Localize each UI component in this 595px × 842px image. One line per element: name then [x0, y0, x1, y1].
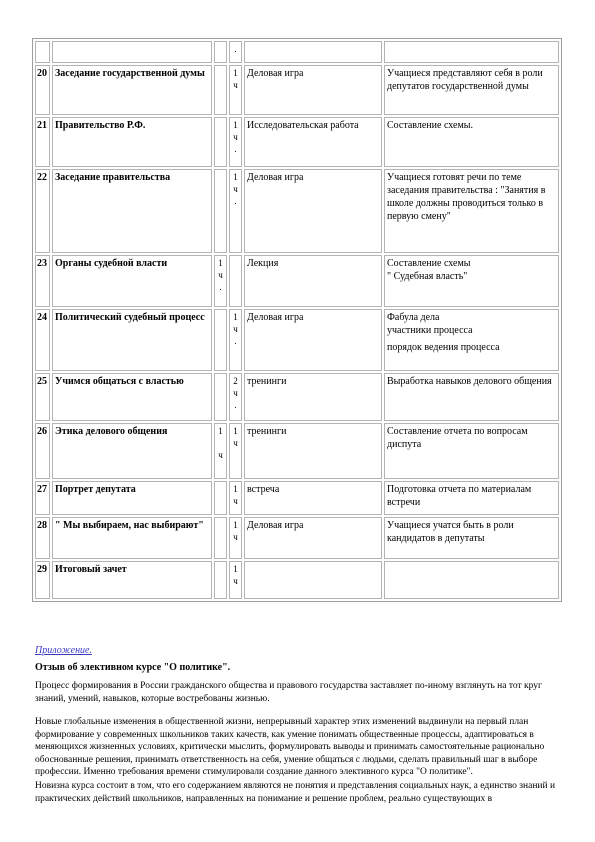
hours-theory	[214, 117, 227, 167]
lesson-topic: Органы судебной власти	[52, 255, 212, 307]
result-line: Составление схемы	[387, 258, 471, 269]
activity-form: Деловая игра	[244, 517, 382, 559]
hours-practice	[229, 41, 242, 63]
hours-line: ч	[218, 270, 223, 280]
hours-line: ч	[233, 388, 238, 398]
hours-line: 1	[233, 520, 238, 530]
lesson-topic: Заседание правительства	[52, 169, 212, 253]
expected-result	[384, 255, 559, 307]
hours-theory	[214, 561, 227, 599]
lesson-number: 26	[35, 423, 50, 479]
review-paragraph-2: Новые глобальные изменения в общественной жизни, непрерывный характер этих изменений выдвинули на первый план формирование у современных школьников таких качеств, как умение понимать общественные процессы, адаптироваться в меняющихся жизненных условиях, критически мыслить, формулировать выводы и принимать самостоятельные рационально обоснованные решения, принимать ответственность на себя, умение общаться с людьми, сделать правильный шаг в выборе профессии. Именно требования времени стимулировали создание данного элективного курса "О политике".	[35, 717, 545, 777]
hours-practice	[229, 65, 242, 115]
hours-practice	[229, 169, 242, 253]
table-row	[35, 423, 559, 479]
hours-theory	[214, 169, 227, 253]
table-row	[35, 255, 559, 307]
hours-line: ч	[233, 132, 238, 142]
lesson-number: 23	[35, 255, 50, 307]
expected-result	[384, 309, 559, 371]
result-line: Учащиеся представляют себя в роли депутатов государственной думы	[387, 68, 543, 92]
lesson-topic: Правительство Р.Ф.	[52, 117, 212, 167]
hours-line: .	[234, 196, 237, 206]
result-line: Выработка навыков делового общения	[387, 376, 552, 387]
hours-theory	[214, 255, 227, 307]
hours-practice	[229, 561, 242, 599]
lesson-topic: " Мы выбираем, нас выбирают"	[52, 517, 212, 559]
hours-theory	[214, 41, 227, 63]
hours-line: 1	[233, 120, 238, 130]
hours-practice	[229, 423, 242, 479]
table-row	[35, 373, 559, 421]
hours-line: ч	[233, 80, 238, 90]
lesson-number: 24	[35, 309, 50, 371]
lesson-topic	[52, 41, 212, 63]
hours-practice	[229, 373, 242, 421]
expected-result	[384, 65, 559, 115]
result-line: Учащиеся учатся быть в роли кандидатов в депутаты	[387, 520, 514, 544]
hours-theory	[214, 373, 227, 421]
hours-line: 1	[233, 426, 238, 436]
hours-line: 1	[233, 564, 238, 574]
lesson-topic: Заседание государственной думы	[52, 65, 212, 115]
table-row	[35, 169, 559, 253]
result-line: Учащиеся готовят речи по теме заседания правительства : "Занятия в школе должны проводиться только в первую смену"	[387, 172, 546, 222]
result-line: " Судебная власть"	[387, 271, 468, 282]
activity-form: Исследовательская работа	[244, 117, 382, 167]
lesson-number: 29	[35, 561, 50, 599]
table-row	[35, 309, 559, 371]
hours-line: ч	[233, 184, 238, 194]
lesson-number: 25	[35, 373, 50, 421]
expected-result	[384, 423, 559, 479]
lesson-topic: Политический судебный процесс	[52, 309, 212, 371]
expected-result	[384, 517, 559, 559]
table-row	[35, 117, 559, 167]
hours-line: ч	[233, 324, 238, 334]
lesson-topic: Этика делового общения	[52, 423, 212, 479]
hours-line: ч	[233, 496, 238, 506]
hours-line: 1	[233, 312, 238, 322]
lesson-number: 28	[35, 517, 50, 559]
result-line: Составление отчета по вопросам диспута	[387, 426, 528, 450]
activity-form: Лекция	[244, 255, 382, 307]
hours-theory	[214, 481, 227, 515]
hours-line: .	[234, 336, 237, 346]
activity-form	[244, 561, 382, 599]
table-row	[35, 481, 559, 515]
hours-practice	[229, 517, 242, 559]
expected-result	[384, 561, 559, 599]
hours-theory	[214, 517, 227, 559]
lesson-topic: Учимся общаться с властью	[52, 373, 212, 421]
activity-form: тренинги	[244, 423, 382, 479]
hours-line: .	[219, 282, 222, 292]
hours-line: ч	[233, 438, 238, 448]
activity-form: Деловая игра	[244, 65, 382, 115]
hours-practice	[229, 255, 242, 307]
hours-line: 1	[233, 172, 238, 182]
activity-form: встреча	[244, 481, 382, 515]
activity-form: Деловая игра	[244, 169, 382, 253]
hours-line: 1	[218, 258, 223, 268]
hours-line: 1	[218, 426, 223, 436]
activity-form: тренинги	[244, 373, 382, 421]
lesson-topic: Портрет депутата	[52, 481, 212, 515]
table-row	[35, 517, 559, 559]
lesson-number: 27	[35, 481, 50, 515]
table-row	[35, 41, 559, 63]
lesson-topic: Итоговый зачет	[52, 561, 212, 599]
activity-form: Деловая игра	[244, 309, 382, 371]
appendix-link[interactable]: Приложение.	[35, 645, 92, 656]
review-paragraph-3: Новизна курса состоит в том, что его содержанием являются не понятия и представления социальных наук, а единство знаний и практических действий школьников, направленных на понимание и решение проблем, реально существующих в	[35, 781, 556, 804]
lesson-number: 21	[35, 117, 50, 167]
hours-line: .	[234, 144, 237, 154]
expected-result	[384, 41, 559, 63]
hours-practice	[229, 481, 242, 515]
lesson-number: 20	[35, 65, 50, 115]
hours-line: 1	[233, 484, 238, 494]
result-line: Подготовка отчета по материалам встречи	[387, 484, 532, 508]
table-row	[35, 65, 559, 115]
review-paragraph-1: Процесс формирования в России гражданского общества и правового государства заставляет по-иному взглянуть на тот круг знаний, умений, навыков, которые востребованы жизнью.	[35, 681, 542, 704]
result-line: Составление схемы.	[387, 120, 473, 131]
expected-result	[384, 373, 559, 421]
hours-theory	[214, 65, 227, 115]
lesson-number: 22	[35, 169, 50, 253]
activity-form	[244, 41, 382, 63]
review-title: Отзыв об элективном курсе "О политике".	[35, 662, 231, 673]
hours-line: 2	[233, 376, 238, 386]
expected-result	[384, 169, 559, 253]
hours-line: .	[234, 400, 237, 410]
hours-line: ч	[233, 532, 238, 542]
hours-practice	[229, 117, 242, 167]
lesson-number	[35, 41, 50, 63]
hours-line: ч	[233, 576, 238, 586]
result-line: Фабула дела	[387, 312, 440, 323]
table-row	[35, 561, 559, 599]
expected-result	[384, 481, 559, 515]
hours-line: ч	[218, 450, 223, 460]
hours-practice	[229, 309, 242, 371]
hours-line: .	[234, 44, 237, 54]
hours-theory	[214, 423, 227, 479]
result-line: порядок ведения процесса	[387, 342, 500, 353]
hours-line	[215, 437, 226, 449]
expected-result	[384, 117, 559, 167]
hours-line: 1	[233, 68, 238, 78]
result-line: участники процесса	[387, 325, 473, 336]
course-plan-table	[32, 38, 562, 602]
hours-theory	[214, 309, 227, 371]
